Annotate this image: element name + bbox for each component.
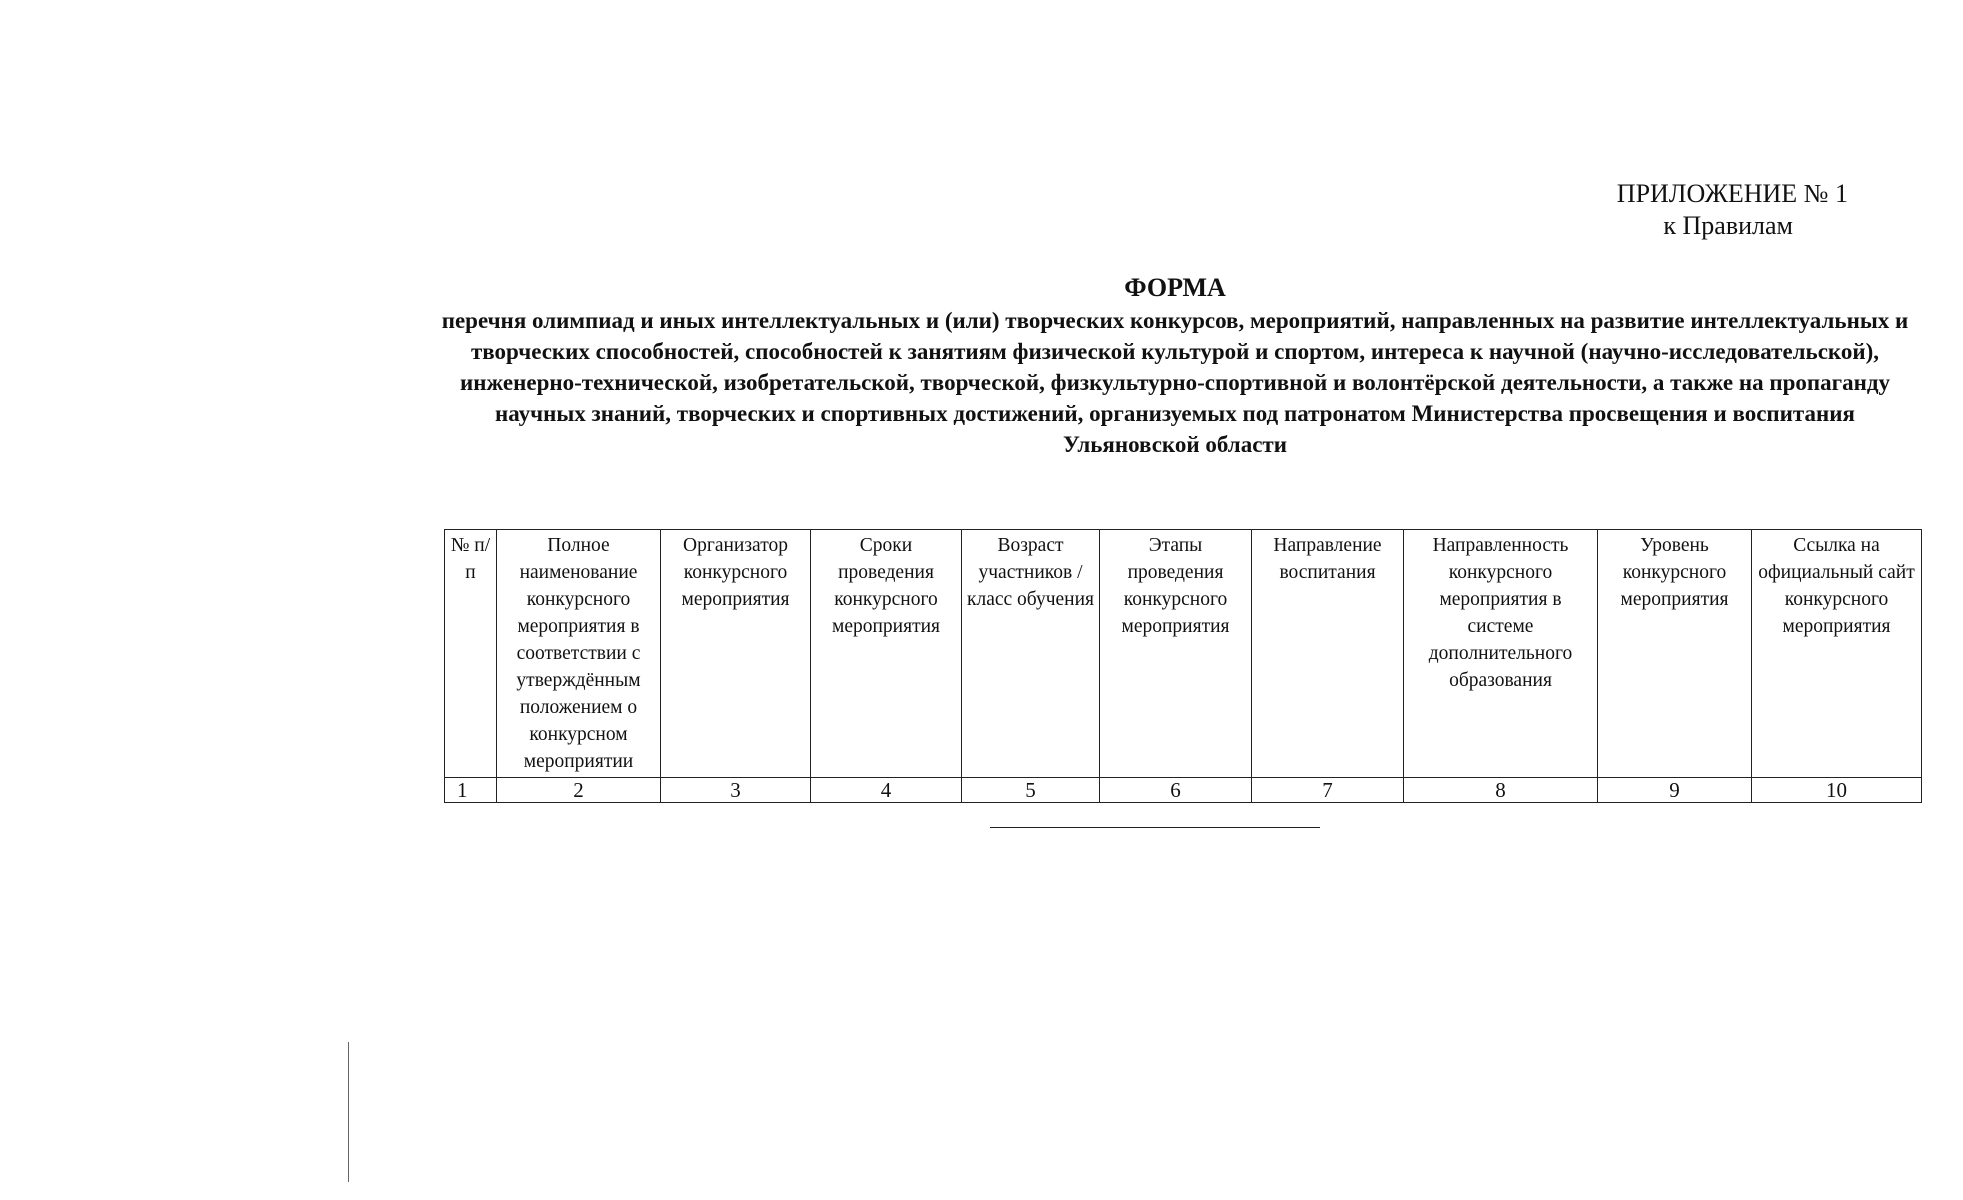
appendix-number: ПРИЛОЖЕНИЕ № 1 <box>1616 179 1848 208</box>
end-divider <box>990 827 1320 828</box>
column-number: 4 <box>811 778 962 803</box>
column-number: 3 <box>661 778 811 803</box>
header-cell: Направленность конкурсного мероприятия в системе дополнительного образования <box>1404 530 1598 778</box>
appendix-label <box>1617 178 1848 242</box>
column-number: 1 <box>445 778 497 803</box>
header-cell: Организатор конкурсного мероприятия <box>661 530 811 778</box>
column-number: 6 <box>1100 778 1252 803</box>
header-cell: Полное наименование конкурсного мероприятия в соответствии с утверждённым положением о конкурсном мероприятии <box>497 530 661 778</box>
column-number-row <box>445 778 1922 803</box>
column-number: 10 <box>1752 778 1922 803</box>
form-subtitle: перечня олимпиад и иных интеллектуальных и (или) творческих конкурсов, мероприятий, направленных на развитие интеллектуальных и творческих способностей, способностей к занятиям физической культурой и спортом, интереса к научной (научно-исследовательской), инженерно-технической, изобретательской, творческой, физкультурно-спортивной и волонтёрской деятельности, а также на пропаганду научных знаний, творческих и спортивных достижений, организуемых под патронатом Министерства просвещения и воспитания Ульяновской области <box>441 308 1909 457</box>
header-cell: Этапы проведения конкурсного мероприятия <box>1100 530 1252 778</box>
column-number: 5 <box>962 778 1100 803</box>
table-header-row <box>445 530 1922 778</box>
appendix-reference: к Правилам <box>1663 211 1793 240</box>
scan-margin-line <box>348 1042 349 1182</box>
form-table <box>444 529 1922 803</box>
form-title: ФОРМА <box>1124 273 1226 302</box>
header-cell: Уровень конкурсного мероприятия <box>1598 530 1752 778</box>
column-number: 9 <box>1598 778 1752 803</box>
header-cell: Сроки проведения конкурсного мероприятия <box>811 530 962 778</box>
header-cell: Направление воспитания <box>1252 530 1404 778</box>
header-cell: Ссылка на официальный сайт конкурсного мероприятия <box>1752 530 1922 778</box>
header-cell: Возраст участников / класс обучения <box>962 530 1100 778</box>
column-number: 8 <box>1404 778 1598 803</box>
column-number: 2 <box>497 778 661 803</box>
header-cell: № п/п <box>445 530 497 778</box>
column-number: 7 <box>1252 778 1404 803</box>
